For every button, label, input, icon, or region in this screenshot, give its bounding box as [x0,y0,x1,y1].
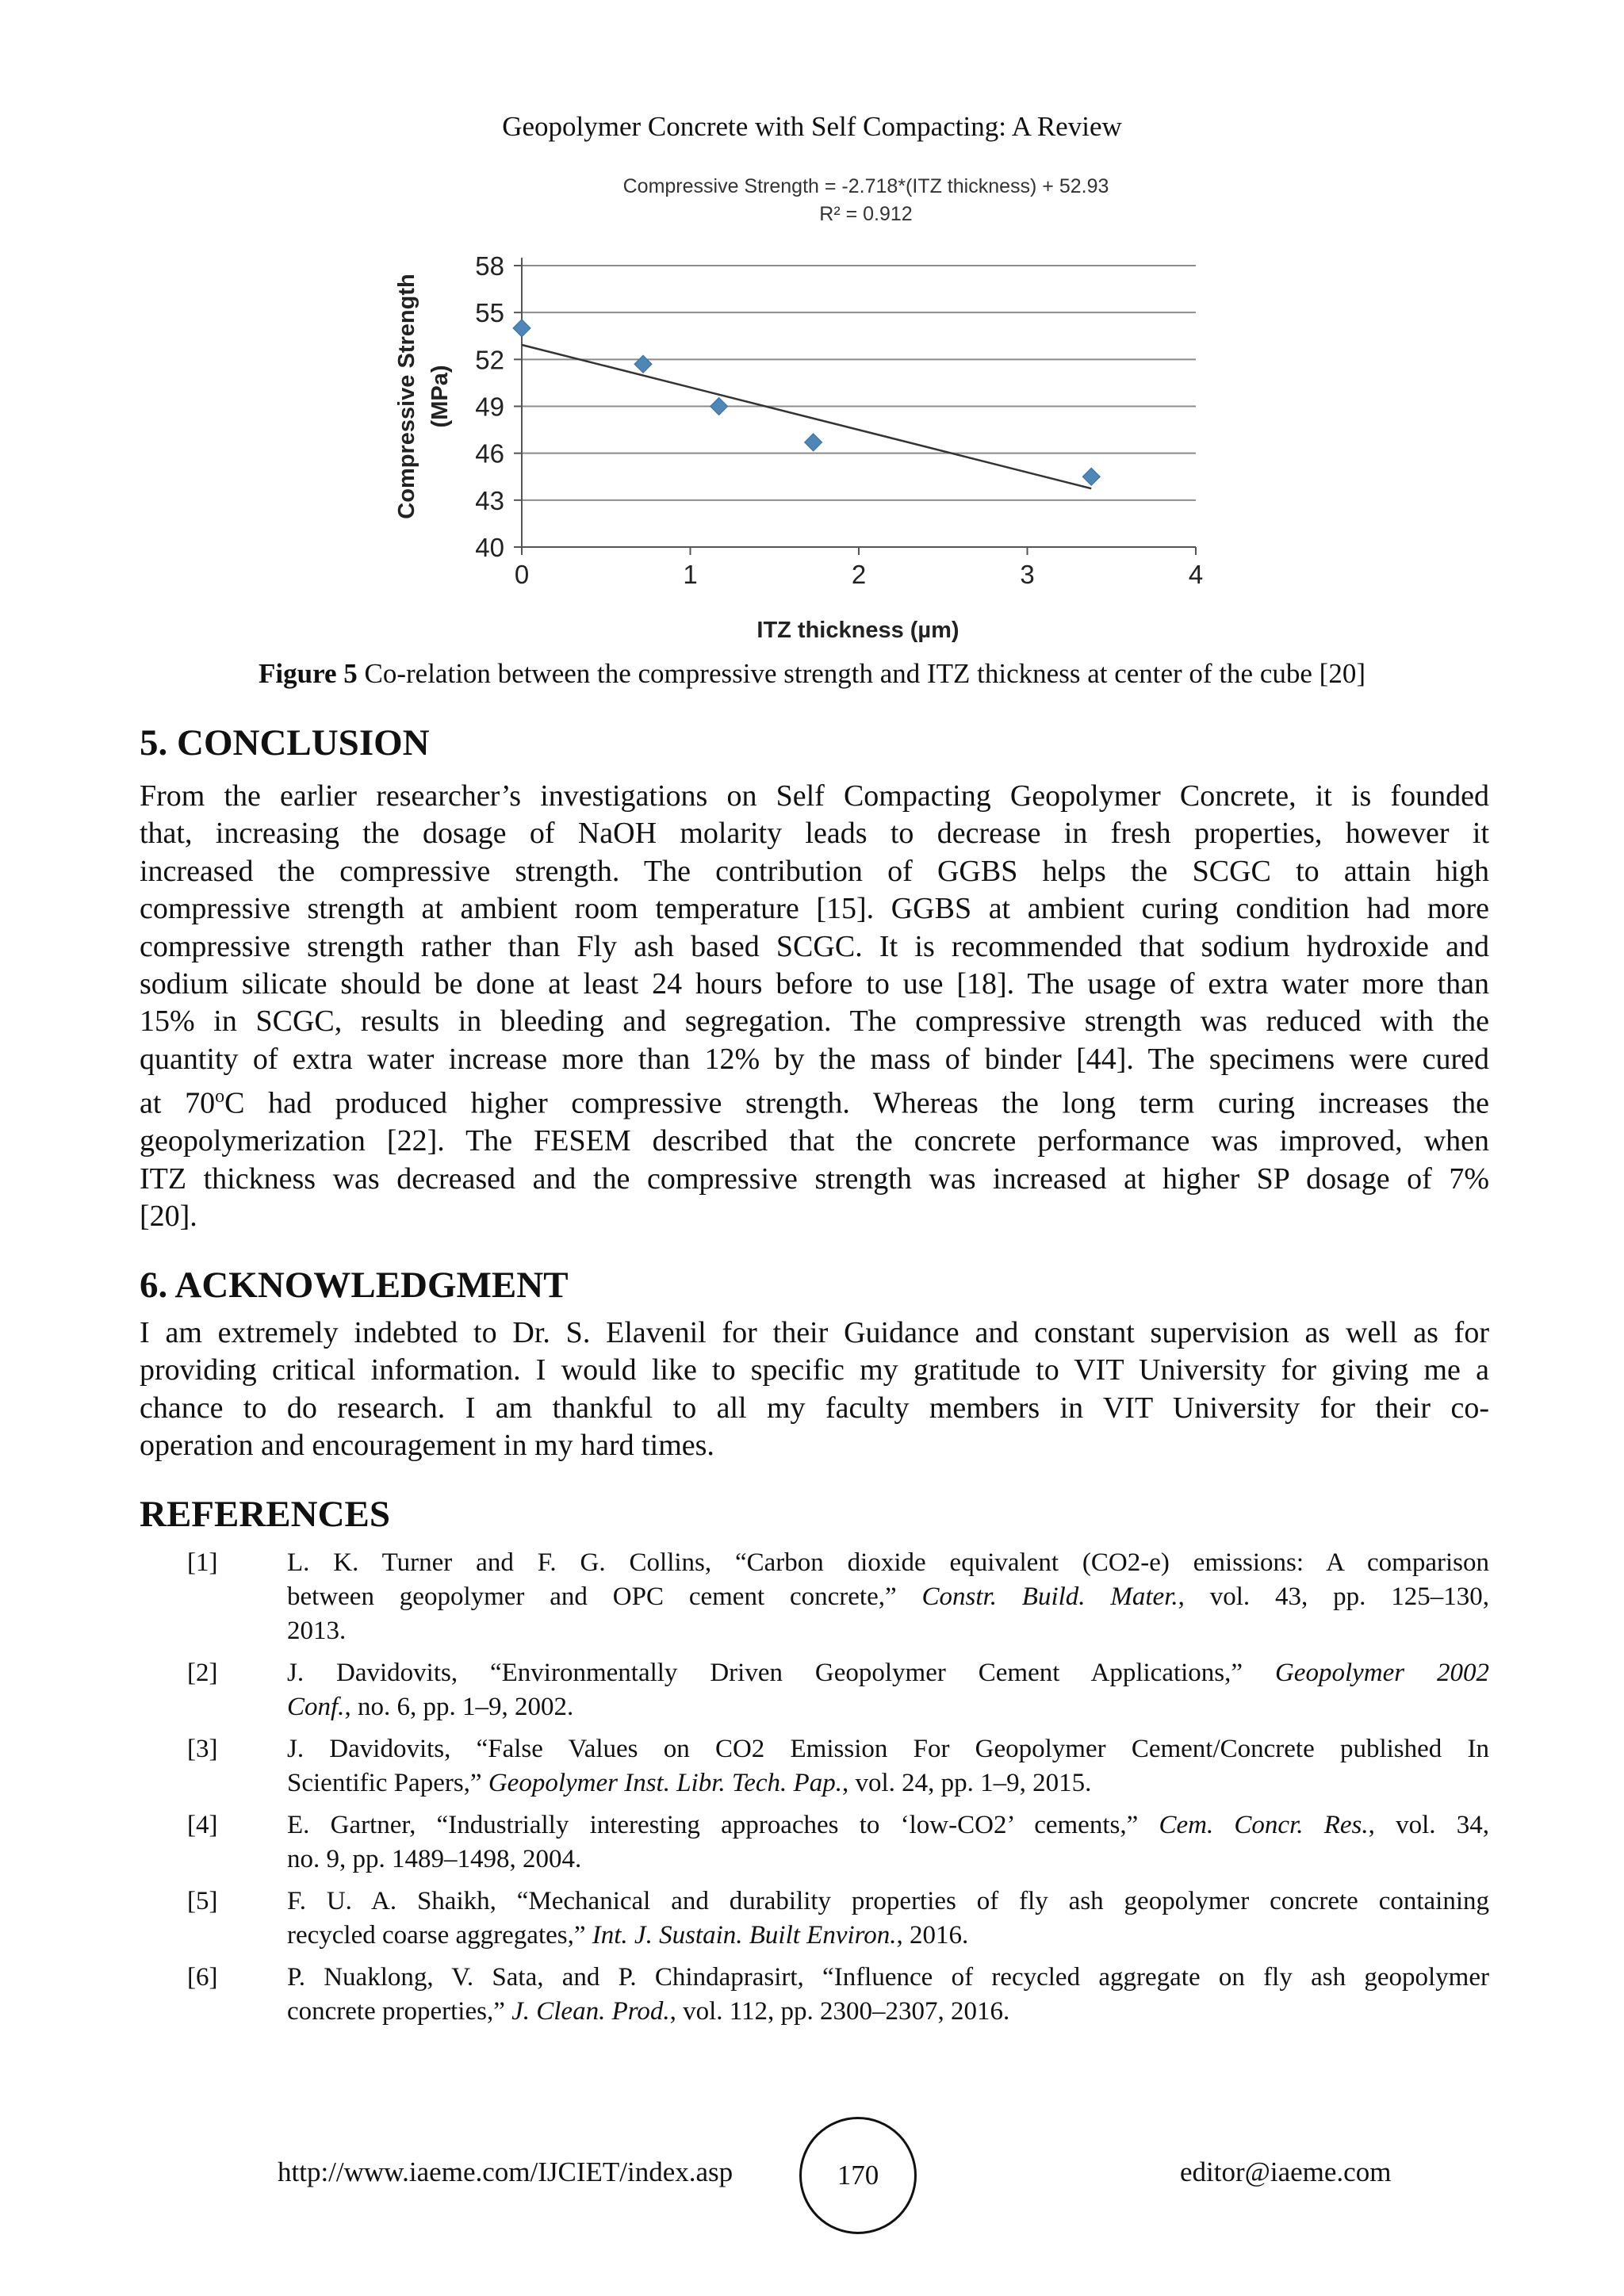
reference-number: [1] [187,1548,218,1577]
degree-sup: o [215,1086,225,1108]
conclusion-line: increased the compressive strength. The contribution of GGBS helps the SCGC to attain high [140,854,1489,888]
y-tick-labels [475,251,504,562]
x-tick-label: 3 [1020,560,1035,589]
data-point-marker [634,355,652,373]
chart-title: Compressive Strength = -2.718*(ITZ thickness) + 52.93 [622,175,1109,197]
reference-item [140,1808,1489,1877]
reference-number: [5] [187,1887,218,1915]
reference-text-part: , 2016. [896,1921,969,1950]
conclusion-paragraph [140,778,1489,1236]
figure-caption-text: Co-relation between the compressive strength and ITZ thickness at center of the cube [20] [357,658,1365,689]
reference-item [140,1732,1489,1800]
ack-line: operation and encouragement in my hard times. [140,1429,714,1463]
reference-item [140,1885,1489,1953]
y-tick-label: 49 [475,392,504,422]
reference-text: J. Davidovits, “False Values on CO2 Emission For Geopolymer Cement/Concrete published In [287,1735,1489,1763]
reference-text [287,1808,1489,1843]
y-tick-label: 43 [475,485,504,515]
reference-text-part: concrete properties,” [287,1997,512,2026]
figure-5-chart [381,166,1269,658]
running-header: Geopolymer Concrete with Self Compacting: A Review [502,111,1122,142]
reference-text-part: , vol. 34, [1368,1811,1490,1839]
conclusion-line: compressive strength at ambient room temperature [15]. GGBS at ambient curing condition had more [140,892,1489,926]
data-point-marker [710,398,728,415]
chart-points [513,320,1100,485]
degree-unit: C [224,1086,245,1120]
reference-text [287,1690,1489,1724]
conclusion-line-degree [140,1078,1489,1123]
y-tick-label: 55 [475,298,504,328]
reference-text-part: , no. 6, pp. 1–9, 2002. [344,1693,574,1721]
reference-text [287,1995,1489,2029]
reference-text [287,1766,1489,1800]
reference-journal: Int. J. Sustain. Built Environ. [592,1921,897,1950]
reference-text-part: , vol. 43, pp. 125–130, [1178,1582,1489,1611]
ack-line: chance to do research. I am thankful to all my faculty members in VIT University for their co- [140,1391,1489,1425]
reference-number: [3] [187,1735,218,1763]
reference-item [140,1546,1489,1648]
reference-list [140,1546,1489,2029]
reference-journal: J. Clean. Prod. [511,1997,670,2026]
reference-text: F. U. A. Shaikh, “Mechanical and durability properties of fly ash geopolymer concrete containing [287,1887,1489,1915]
reference-text [287,1656,1489,1690]
y-tick-label: 58 [475,251,504,281]
reference-text-part: E. Gartner, “Industrially interesting approaches to ‘low-CO2’ cements,” [287,1811,1159,1839]
reference-text-part: , vol. 112, pp. 2300–2307, 2016. [669,1997,1010,2026]
reference-journal: Conf. [287,1693,345,1721]
x-tick-labels [515,560,1203,589]
temp-line-rest: had produced higher compressive strength. Whereas the long term curing increases the [268,1086,1489,1120]
reference-number: [2] [187,1659,218,1687]
data-point-marker [1082,468,1100,485]
page-number: 170 [799,2117,917,2234]
y-tick-label: 52 [475,345,504,375]
reference-text-part: recycled coarse aggregates,” [287,1921,592,1950]
ack-line: providing critical information. I would like to specific my gratitude to VIT University for giving me a [140,1353,1489,1387]
reference-text: L. K. Turner and F. G. Collins, “Carbon dioxide equivalent (CO2-e) emissions: A comparison [287,1548,1489,1577]
reference-text [287,1580,1489,1614]
y-tick-label: 40 [475,533,504,562]
conclusion-line: ITZ thickness was decreased and the compressive strength was increased at higher SP dosage of 7% [140,1161,1489,1196]
trendline [522,345,1091,488]
conclusion-line: 15% in SCGC, results in bleeding and segregation. The compressive strength was reduced with the [140,1004,1489,1039]
reference-text: P. Nuaklong, V. Sata, and P. Chindaprasirt, “Influence of recycled aggregate on fly ash geopolymer [287,1963,1489,1992]
reference-journal: Cem. Concr. Res. [1159,1811,1369,1839]
page-footer [0,2117,1624,2236]
y-tick-label: 46 [475,438,504,469]
reference-number: [4] [187,1811,218,1839]
conclusion-line: From the earlier researcher’s investigations on Self Compacting Geopolymer Concrete, it is founded [140,779,1489,813]
conclusion-line: quantity of extra water increase more than 12% by the mass of binder [44]. The specimens were cured [140,1042,1489,1076]
reference-journal: Geopolymer 2002 [1274,1659,1489,1687]
x-tick-label: 2 [851,560,867,589]
reference-item [140,1961,1489,2029]
conclusion-line: [20]. [140,1200,197,1234]
reference-text-part: Scientific Papers,” [287,1769,488,1797]
x-tick-label: 4 [1188,560,1204,589]
reference-item [140,1656,1489,1724]
ack-line: I am extremely indebted to Dr. S. Elavenil for their Guidance and constant supervision as well as for [140,1316,1489,1349]
y-axis-label-line2: (MPa) [427,365,453,428]
figure-label: Figure 5 [259,658,358,689]
reference-text: 2013. [287,1617,347,1645]
acknowledgment-paragraph [140,1314,1489,1465]
reference-text-part: between geopolymer and OPC cement concrete,” [287,1582,922,1611]
reference-text [287,1919,1489,1953]
figure-caption [0,658,1624,690]
conclusion-heading: 5. CONCLUSION [140,722,430,763]
reference-text-part: J. Davidovits, “Environmentally Driven Geopolymer Cement Applications,” [287,1659,1275,1687]
x-tick-label: 1 [683,560,698,589]
conclusion-line: that, increasing the dosage of NaOH molarity leads to decrease in fresh properties, however it [140,817,1489,851]
acknowledgment-heading: 6. ACKNOWLEDGMENT [140,1265,569,1306]
chart-gridlines [522,266,1196,500]
reference-journal: Geopolymer Inst. Libr. Tech. Pap. [488,1769,842,1797]
reference-number: [6] [187,1963,218,1992]
chart-trendline [522,345,1091,488]
x-axis-label: ITZ thickness (µm) [756,618,959,643]
conclusion-line: geopolymerization [22]. The FESEM described that the concrete performance was improved, when [140,1124,1489,1158]
data-point-marker [513,320,530,337]
reference-text: no. 9, pp. 1489–1498, 2004. [287,1845,582,1873]
data-point-marker [805,434,822,451]
references-heading: REFERENCES [140,1494,391,1535]
y-axis-label-line1: Compressive Strength [394,274,419,519]
reference-journal: Constr. Build. Mater. [921,1582,1178,1611]
reference-text-part: , vol. 24, pp. 1–9, 2015. [841,1769,1092,1797]
chart-subtitle: R² = 0.912 [819,203,913,225]
conclusion-line: compressive strength rather than Fly ash based SCGC. It is recommended that sodium hydroxide and [140,929,1489,963]
conclusion-line: sodium silicate should be done at least 24 hours before to use [18]. The usage of extra water more than [140,967,1489,1001]
footer-url-link[interactable]: http://www.iaeme.com/IJCIET/index.asp [278,2156,733,2187]
x-tick-label: 0 [514,560,530,589]
footer-email-link[interactable]: editor@iaeme.com [1180,2156,1392,2187]
temp-text: at 70 [140,1086,216,1120]
